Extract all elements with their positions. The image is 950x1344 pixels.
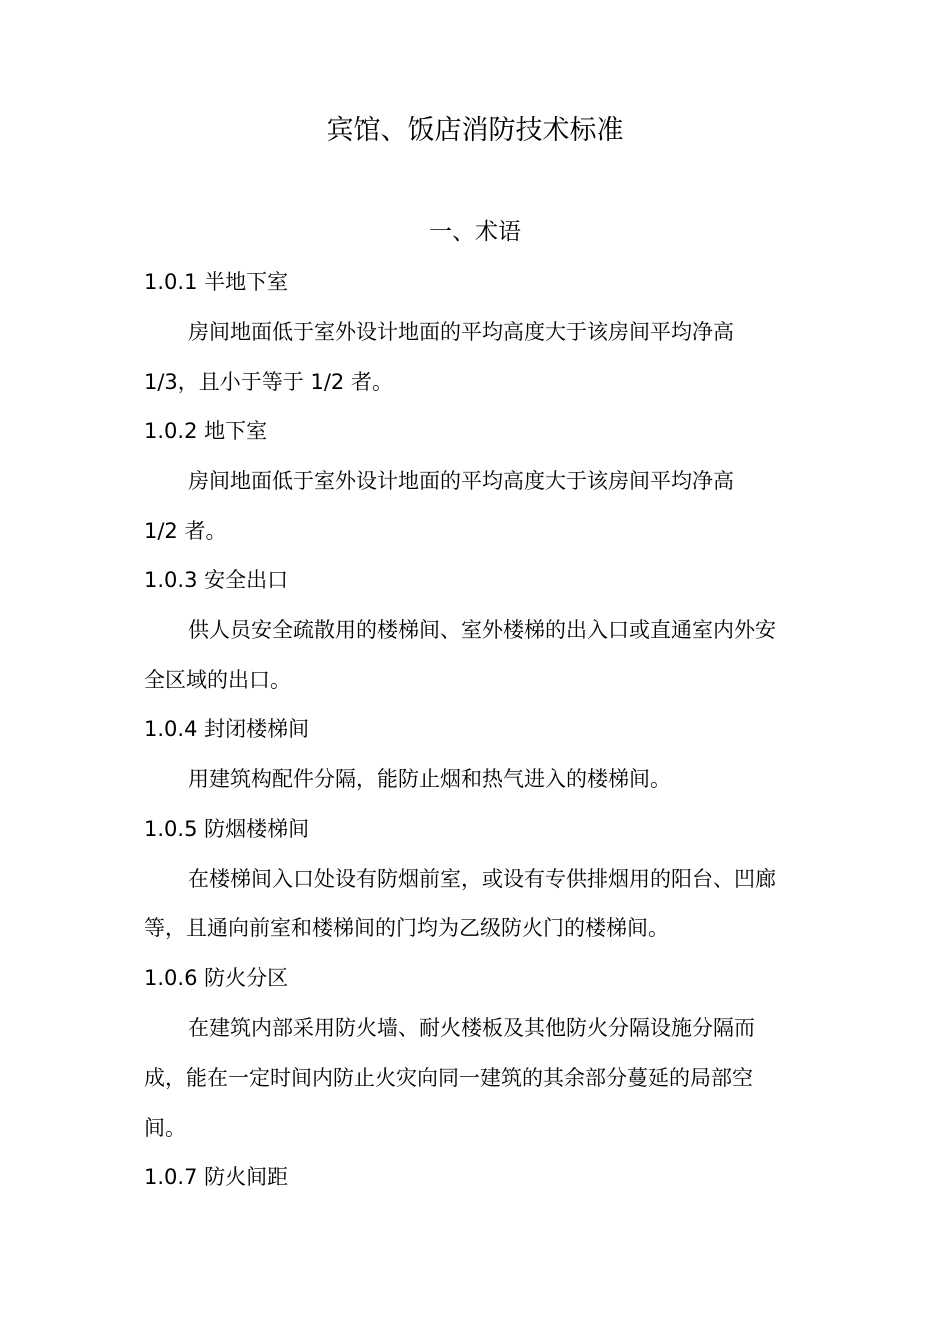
term-heading-1-0-3: 1.0.3 安全出口: [144, 568, 289, 592]
term-definition-line: 成，能在一定时间内防止火灾向同一建筑的其余部分蔓延的局部空: [144, 1066, 753, 1090]
term-definition-line: 1/2 者。: [144, 519, 227, 543]
term-definition-line: 房间地面低于室外设计地面的平均高度大于该房间平均净高: [188, 320, 734, 344]
term-heading-1-0-5: 1.0.5 防烟楼梯间: [144, 817, 310, 841]
term-heading-1-0-7: 1.0.7 防火间距: [144, 1165, 289, 1189]
term-definition-line: 供人员安全疏散用的楼梯间、室外楼梯的出入口或直通室内外安: [188, 618, 776, 642]
term-heading-1-0-6: 1.0.6 防火分区: [144, 966, 289, 990]
term-definition-line: 间。: [144, 1116, 186, 1140]
term-definition-line: 全区域的出口。: [144, 668, 291, 692]
document-title: 宾馆、饭店消防技术标准: [326, 115, 624, 146]
term-definition-line: 在楼梯间入口处设有防烟前室，或设有专供排烟用的阳台、凹廊: [188, 867, 776, 891]
term-definition-line: 房间地面低于室外设计地面的平均高度大于该房间平均净高: [188, 469, 734, 493]
term-heading-1-0-2: 1.0.2 地下室: [144, 419, 268, 443]
term-definition-line: 等，且通向前室和楼梯间的门均为乙级防火门的楼梯间。: [144, 916, 669, 940]
term-heading-1-0-4: 1.0.4 封闭楼梯间: [144, 717, 310, 741]
term-definition-line: 用建筑构配件分隔，能防止烟和热气进入的楼梯间。: [188, 767, 671, 791]
term-heading-1-0-1: 1.0.1 半地下室: [144, 270, 289, 294]
section-heading: 一、术语: [429, 219, 521, 245]
term-definition-line: 1/3，且小于等于 1/2 者。: [144, 370, 393, 394]
term-definition-line: 在建筑内部采用防火墙、耐火楼板及其他防火分隔设施分隔而: [188, 1016, 755, 1040]
